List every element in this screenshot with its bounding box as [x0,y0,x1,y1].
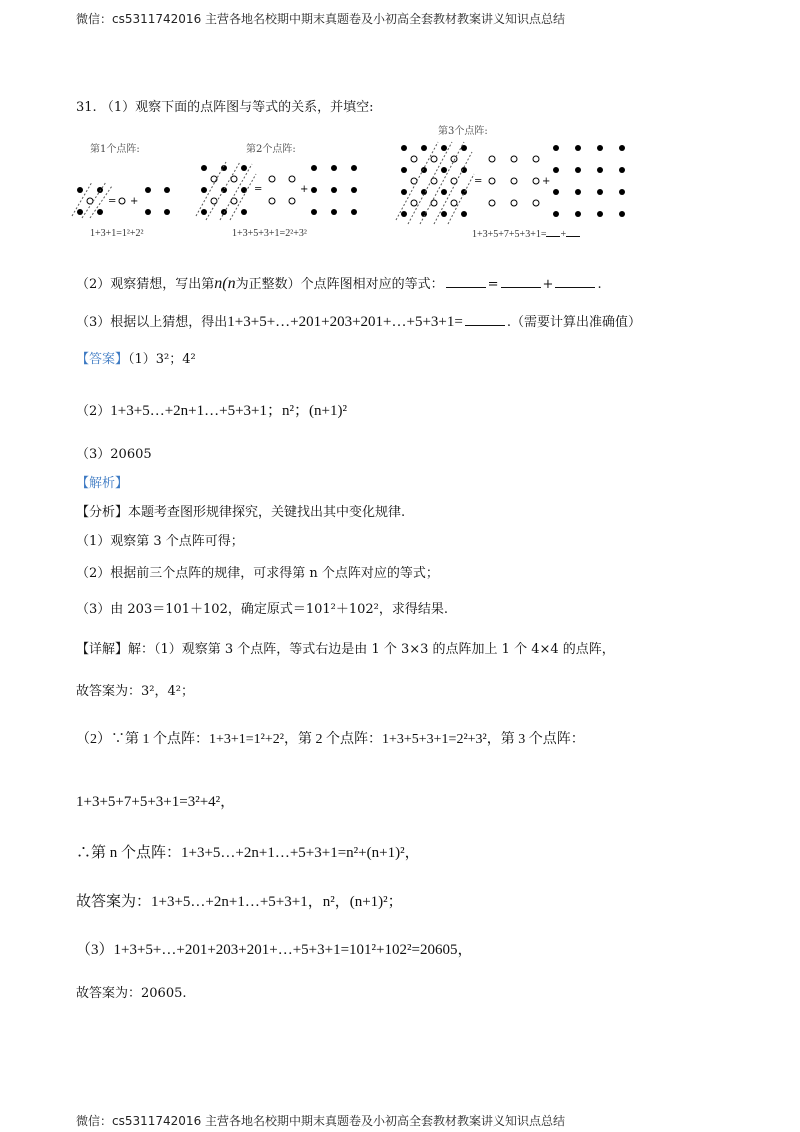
question-part2-b: 为正整数）个点阵图相对应的等式： [235,277,444,292]
part3-blank [465,313,505,326]
question-part3-a: （3）根据以上猜想，得出 [76,315,228,330]
page-footer: 微信：cs5311742016 主营各地名校期中期末真题卷及小初高全套教材教案讲义知识点总结 [76,1114,566,1128]
detail-line3: （2）∵第 1 个点阵：1+3+1=1²+2²，第 2 个点阵：1+3+5+3+1=2²+3²，第 3 个点阵： [76,732,585,747]
figure3-equation-plus: + [560,229,567,240]
detail-line6: 故答案为：1+3+5…+2n+1…+5+3+1，n²，(n+1)²； [76,894,403,910]
detail-line1: 【详解】解：（1）观察第 3 个点阵，等式右边是由 1 个 3×3 的点阵加上 1 个 4×4 的点阵， [76,642,615,657]
answer-part2-label: （2） [76,404,111,419]
svg-text:+: + [130,196,139,207]
figure3-blank-2 [566,228,580,237]
analysis-step1: （1）观察第 3 个点阵可得； [76,534,244,549]
svg-text:+: + [542,176,551,187]
answer-part3: （3）20605 [76,447,152,462]
question-part1 [76,96,373,115]
analysis-step3: （3）由 203＝101＋102，确定原式＝101²＋102²，求得结果. [76,602,449,617]
question-part1-text: （1）观察下面的点阵图与等式的关系，并填空: [100,100,374,115]
detail-line7: （3）1+3+5+…+201+203+201+…+5+3+1=101²+102²=20605， [76,942,473,958]
part2-blank-2 [501,275,541,288]
question-part3 [76,311,641,331]
figure3-blank-1 [546,228,560,237]
page-header: 微信：cs5311742016 主营各地名校期中期末真题卷及小初高全套教材教案讲义知识点总结 [76,12,566,26]
svg-text:=: = [108,196,117,207]
part2-plus-sign: + [542,277,554,292]
svg-text:=: = [474,176,483,187]
svg-text:+: + [300,184,309,195]
answer-line1 [76,348,196,367]
detail-line4: 1+3+5+7+5+3+1=3²+4²， [76,794,236,810]
question-part2 [76,273,602,293]
figure1-label: 第1个点阵: [90,144,140,155]
analysis-summary: 【分析】本题考查图形规律探究，关键找出其中变化规律. [76,505,406,520]
analysis-tag: 【解析】 [76,476,129,491]
figure1-dot-array [70,176,180,216]
answer-part1: （1）3²；4² [128,352,196,367]
figure3-dot-array [396,142,636,224]
figure2-label: 第2个点阵: [246,144,296,155]
detail-line5: ∴第 n 个点阵：1+3+5…+2n+1…+5+3+1=n²+(n+1)²， [76,845,420,861]
figure2-dot-array [196,160,356,220]
figure3-label: 第3个点阵: [438,126,488,137]
answer-line2 [76,399,347,420]
answer-tag: 【答案】 [76,352,129,367]
detail-line2: 故答案为：3²，4²； [76,684,194,699]
figure1-equation: 1+3+1=1²+2² [90,228,144,239]
figure3-equation [472,228,580,240]
figure3-equation-prefix: 1+3+5+7+5+3+1= [472,229,547,240]
question-part2-a: （2）观察猜想，写出第 [76,277,215,292]
question-part3-end: .（需要计算出准确值） [506,315,641,330]
question-part2-n: n(n [214,275,236,292]
part2-blank-3 [555,275,595,288]
part2-blank-1 [446,275,486,288]
svg-text:=: = [254,184,263,195]
question-part3-expr: 1+3+5+…+201+203+201+…+5+3+1= [227,314,463,330]
analysis-step2: （2）根据前三个点阵的规律，可求得第 n 个点阵对应的等式； [76,566,439,581]
figure2-equation: 1+3+5+3+1=2²+3² [232,228,307,239]
part2-eq-sign: = [487,277,499,292]
part2-end: . [597,277,602,292]
detail-line8: 故答案为：20605. [76,986,187,1001]
question-number: 31. [76,100,97,115]
answer-part2: 1+3+5…+2n+1…+5+3+1；n²；(n+1)² [110,403,347,419]
